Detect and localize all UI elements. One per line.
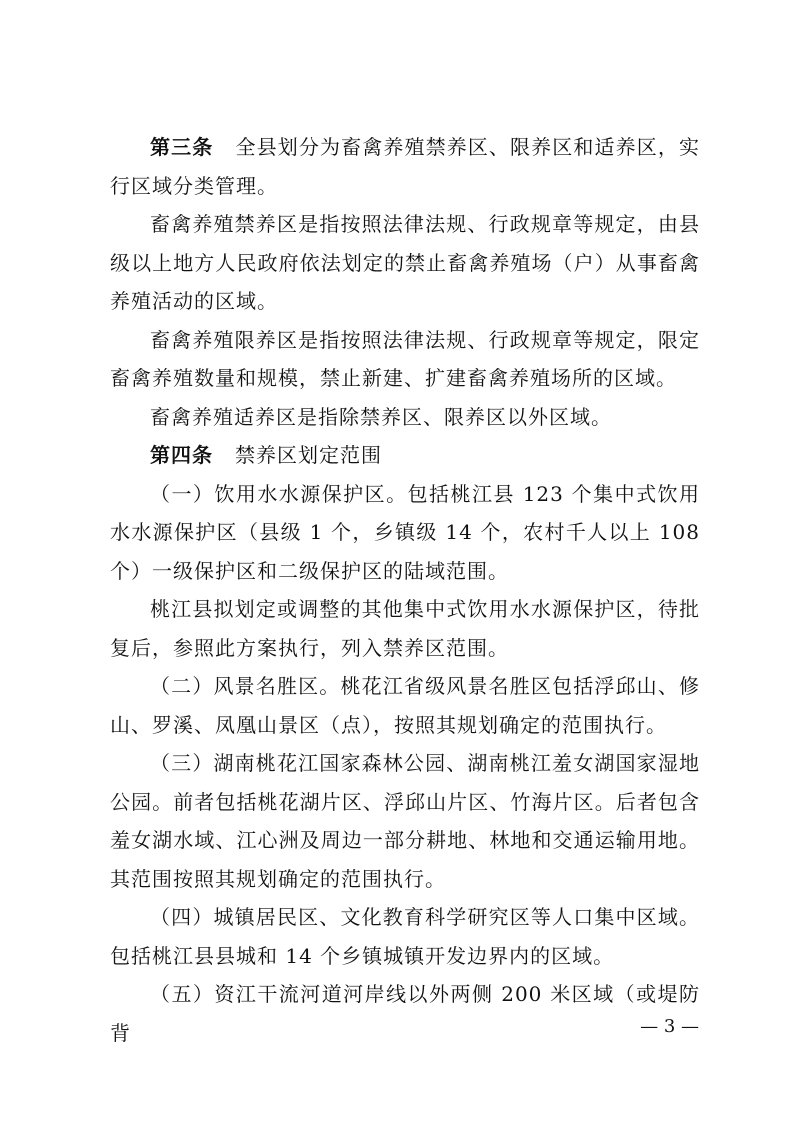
paragraph-text: （一）饮用水水源保护区。包括桃江县 123 个集中式饮用水水源保护区（县级 1 个，乡镇级 14 个，农村千人以上 108 个）一级保护区和二级保护区的陆域范围。: [110, 481, 700, 583]
paragraph-text: 禁养区划定范围: [235, 443, 382, 467]
article-heading: 第四条: [150, 443, 213, 467]
document-body: [110, 128, 700, 1052]
paragraph-text: 全县划分为畜禽养殖禁养区、限养区和适养区，实行区域分类管理。: [110, 135, 701, 198]
paragraph-item-4: [110, 898, 700, 975]
paragraph-article-3: [110, 128, 700, 205]
paragraph-text: （五）资江干流河道河岸线以外两侧 200 米区域（或堤防背: [110, 982, 700, 1045]
paragraph-text: 畜禽养殖适养区是指除禁养区、限养区以外区域。: [150, 404, 612, 429]
paragraph-text: 桃江县拟划定或调整的其他集中式饮用水水源保护区，待批复后，参照此方案执行，列入禁养区范围。: [110, 597, 700, 660]
article-heading: 第三条: [150, 135, 214, 159]
paragraph-article-4: [110, 436, 700, 475]
paragraph-text: （四）城镇居民区、文化教育科学研究区等人口集中区域。包括桃江县县城和 14 个乡镇城镇开发边界内的区域。: [110, 905, 700, 968]
paragraph-text: 畜禽养殖限养区是指按照法律法规、行政规章等规定，限定畜禽养殖数量和规模，禁止新建、扩建畜禽养殖场所的区域。: [110, 327, 700, 390]
paragraph-item-3: [110, 744, 700, 898]
paragraph-text: （二）风景名胜区。桃花江省级风景名胜区包括浮邱山、修山、罗溪、凤凰山景区（点），按照其规划确定的范围执行。: [110, 674, 700, 737]
paragraph-item-5: [110, 975, 700, 1052]
paragraph-item-2: [110, 667, 700, 744]
paragraph-item-1: [110, 475, 700, 591]
paragraph-restricted-zone-definition: [110, 321, 700, 398]
paragraph-suitable-zone-definition: [110, 398, 700, 437]
paragraph-text: （三）湖南桃花江国家森林公园、湖南桃江羞女湖国家湿地公园。前者包括桃花湖片区、浮邱山片区、竹海片区。后者包含羞女湖水域、江心洲及周边一部分耕地、林地和交通运输用地。其范围按照其规划确定的范围执行。: [110, 751, 700, 891]
paragraph-item-1-supplement: [110, 590, 700, 667]
page-number: — 3 —: [640, 1016, 699, 1037]
paragraph-text: 畜禽养殖禁养区是指按照法律法规、行政规章等规定，由县级以上地方人民政府依法划定的禁止畜禽养殖场（户）从事畜禽养殖活动的区域。: [110, 212, 700, 313]
paragraph-prohibited-zone-definition: [110, 205, 700, 321]
